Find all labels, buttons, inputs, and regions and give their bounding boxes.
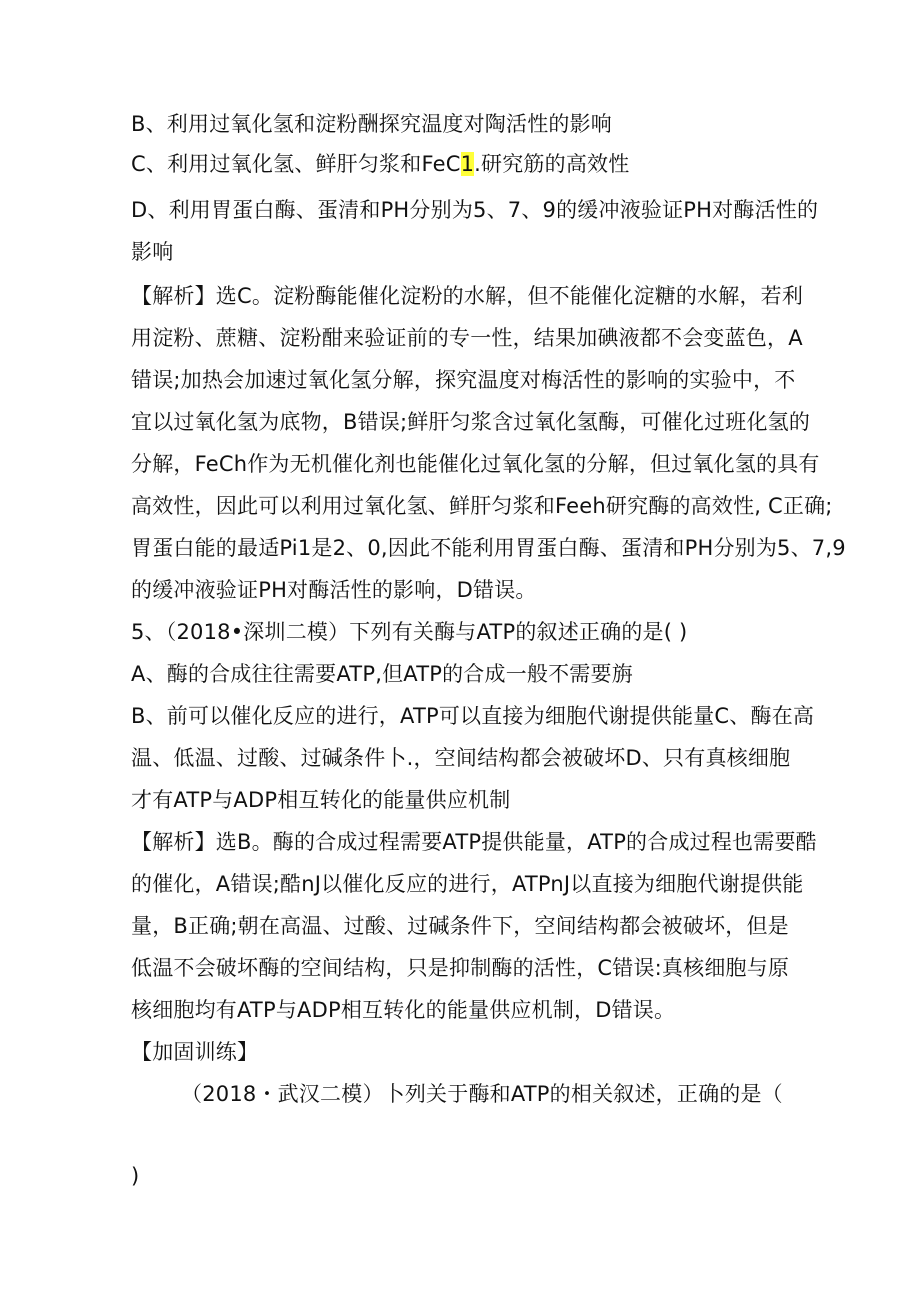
option-c-text-pre: C、利用过氧化氢、鲜肝匀浆和FeC xyxy=(131,152,461,176)
analysis-2-line-1: 【解析】选B。酶的合成过程需要ATP提供能量，ATP的合成过程也需要酷 xyxy=(131,830,817,854)
analysis-1-line-3: 错误;加热会加速过氧化氢分解，探究温度对梅活性的影响的实验中，不 xyxy=(131,368,796,392)
analysis-1-line-1: 【解析】选C。淀粉酶能催化淀粉的水解，但不能催化淀糖的水解，若利 xyxy=(131,284,804,308)
option-c-text-post: .研究筋的高效性 xyxy=(474,152,630,176)
question-5-stem: 5、（2018•深圳二模）下列有关酶与ATP的叙述正确的是( ) xyxy=(131,620,688,644)
highlighted-text: 1 xyxy=(460,152,475,176)
analysis-1-line-7: 胃蛋白能的最适Pi1是2、0,因此不能利用胃蛋白酶、蛋清和PH分别为5、7,9 xyxy=(131,536,846,560)
option-c-line xyxy=(131,150,629,178)
option-d-line: D、利用胃蛋白酶、蛋清和PH分别为5、7、9的缓冲液验证PH对酶活性的 xyxy=(131,198,819,222)
question-5-options-line-3: 温、低温、过酸、过碱条件卜.，空间结构都会被破坏D、只有真核细胞 xyxy=(131,746,791,770)
analysis-2-line-4: 低温不会破坏酶的空间结构，只是抑制酶的活性，C错误:真核细胞与原 xyxy=(131,956,790,980)
practice-question-stem: （2018・武汉二模）卜列关于酶和ATP的相关叙述，正确的是（ xyxy=(181,1082,783,1106)
practice-question-close: ) xyxy=(131,1164,140,1188)
analysis-1-line-8: 的缓冲液验证PH对酶活性的影响，D错误。 xyxy=(131,578,537,602)
question-5-options-line-4: 才有ATP与ADP相互转化的能量供应机制 xyxy=(131,788,511,812)
analysis-2-line-2: 的催化，A错误;酷nJ以催化反应的进行，ATPnJ以直接为细胞代谢提供能 xyxy=(131,872,804,896)
section-heading: 【加固训练】 xyxy=(131,1040,259,1064)
option-b-line: B、利用过氧化氢和淀粉酬探究温度对陶活性的影响 xyxy=(131,112,613,136)
question-5-options-line-2: B、前可以催化反应的进行，ATP可以直接为细胞代谢提供能量C、酶在高 xyxy=(131,704,815,728)
analysis-2-line-3: 量，B正确;朝在高温、过酸、过碱条件下，空间结构都会被破坏，但是 xyxy=(131,914,789,938)
question-5-option-a: A、酶的合成往往需要ATP,但ATP的合成一般不需要旃 xyxy=(131,662,633,686)
analysis-2-line-5: 核细胞均有ATP与ADP相互转化的能量供应机制，D错误。 xyxy=(131,998,676,1022)
analysis-1-line-4: 宜以过氧化氢为底物，B错误;鲜肝匀浆含过氧化氢酶，可催化过班化氢的 xyxy=(131,410,811,434)
option-d-line-cont: 影响 xyxy=(131,240,174,264)
analysis-1-line-6: 高效性，因此可以利用过氧化氢、鲜肝匀浆和Feeh研究酶的高效性, C正确; xyxy=(131,494,833,518)
analysis-1-line-2: 用淀粉、蔗糖、淀粉酣来验证前的专一性，结果加碘液都不会变蓝色，A xyxy=(131,326,803,350)
analysis-1-line-5: 分解，FeCh作为无机催化剂也能催化过氧化氢的分解，但过氧化氢的具有 xyxy=(131,452,820,476)
